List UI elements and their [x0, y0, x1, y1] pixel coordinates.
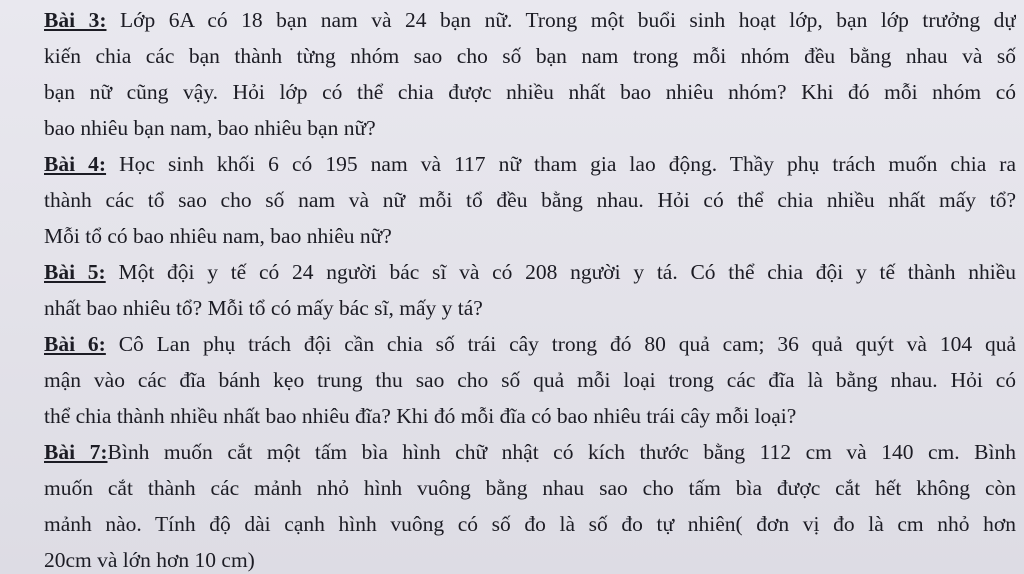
problem-text: Bình muốn cắt một tấm bìa hình chữ nhật có kích thước bằng 112 cm và 140 cm. Bình — [107, 440, 1016, 464]
problem-line: nhất bao nhiêu tổ? Mỗi tổ có mấy bác sĩ, mấy y tá? — [44, 296, 483, 320]
problem-line: mận vào các đĩa bánh kẹo trung thu sao cho số quả mỗi loại trong các đĩa là bằng nhau. Hỏi có — [44, 368, 1016, 392]
problem-7 — [44, 434, 1016, 574]
problem-list — [44, 2, 1016, 574]
problem-label: Bài 7: — [44, 440, 108, 464]
problem-line: bao nhiêu bạn nam, bao nhiêu bạn nữ? — [44, 116, 376, 140]
problem-line: kiến chia các bạn thành từng nhóm sao cho số bạn nam trong mỗi nhóm đều bằng nhau và số — [44, 44, 1016, 68]
problem-label: Bài 6: — [44, 332, 106, 356]
problem-label: Bài 3: — [44, 8, 107, 32]
problem-line — [44, 146, 1016, 182]
problem-6 — [44, 326, 1016, 434]
problem-line — [44, 254, 1016, 290]
problem-text: Cô Lan phụ trách đội cần chia số trái cây trong đó 80 quả cam; 36 quả quýt và 104 quả — [105, 332, 1016, 356]
problem-4 — [44, 146, 1016, 254]
problem-text: Học sinh khối 6 có 195 nam và 117 nữ tham gia lao động. Thầy phụ trách muốn chia ra — [106, 152, 1016, 176]
problem-5 — [44, 254, 1016, 326]
problem-line: muốn cắt thành các mảnh nhỏ hình vuông bằng nhau sao cho tấm bìa được cắt hết không còn — [44, 476, 1016, 500]
problem-label: Bài 4: — [44, 152, 107, 176]
problem-line: thể chia thành nhiều nhất bao nhiêu đĩa? Khi đó mỗi đĩa có bao nhiêu trái cây mỗi loại? — [44, 404, 797, 428]
problem-text: Lớp 6A có 18 bạn nam và 24 bạn nữ. Trong một buổi sinh hoạt lớp, bạn lớp trưởng dự — [106, 8, 1016, 32]
problem-line — [44, 2, 1016, 38]
problem-line: 20cm và lớn hơn 10 cm) — [44, 548, 255, 572]
problem-3 — [44, 2, 1016, 146]
problem-line — [44, 326, 1016, 362]
problem-line: Mỗi tổ có bao nhiêu nam, bao nhiêu nữ? — [44, 224, 392, 248]
problem-text: Một đội y tế có 24 người bác sĩ và có 208 người y tá. Có thể chia đội y tế thành nhiều — [105, 260, 1016, 284]
problem-line: thành các tổ sao cho số nam và nữ mỗi tổ đều bằng nhau. Hỏi có thể chia nhiều nhất mấy tổ? — [44, 188, 1016, 212]
problem-label: Bài 5: — [44, 260, 106, 284]
problem-line: mảnh nào. Tính độ dài cạnh hình vuông có số đo là số đo tự nhiên( đơn vị đo là cm nhỏ hơn — [44, 512, 1016, 536]
problem-line: bạn nữ cũng vậy. Hỏi lớp có thể chia được nhiều nhất bao nhiêu nhóm? Khi đó mỗi nhóm có — [44, 80, 1016, 104]
problem-line — [44, 434, 1016, 470]
